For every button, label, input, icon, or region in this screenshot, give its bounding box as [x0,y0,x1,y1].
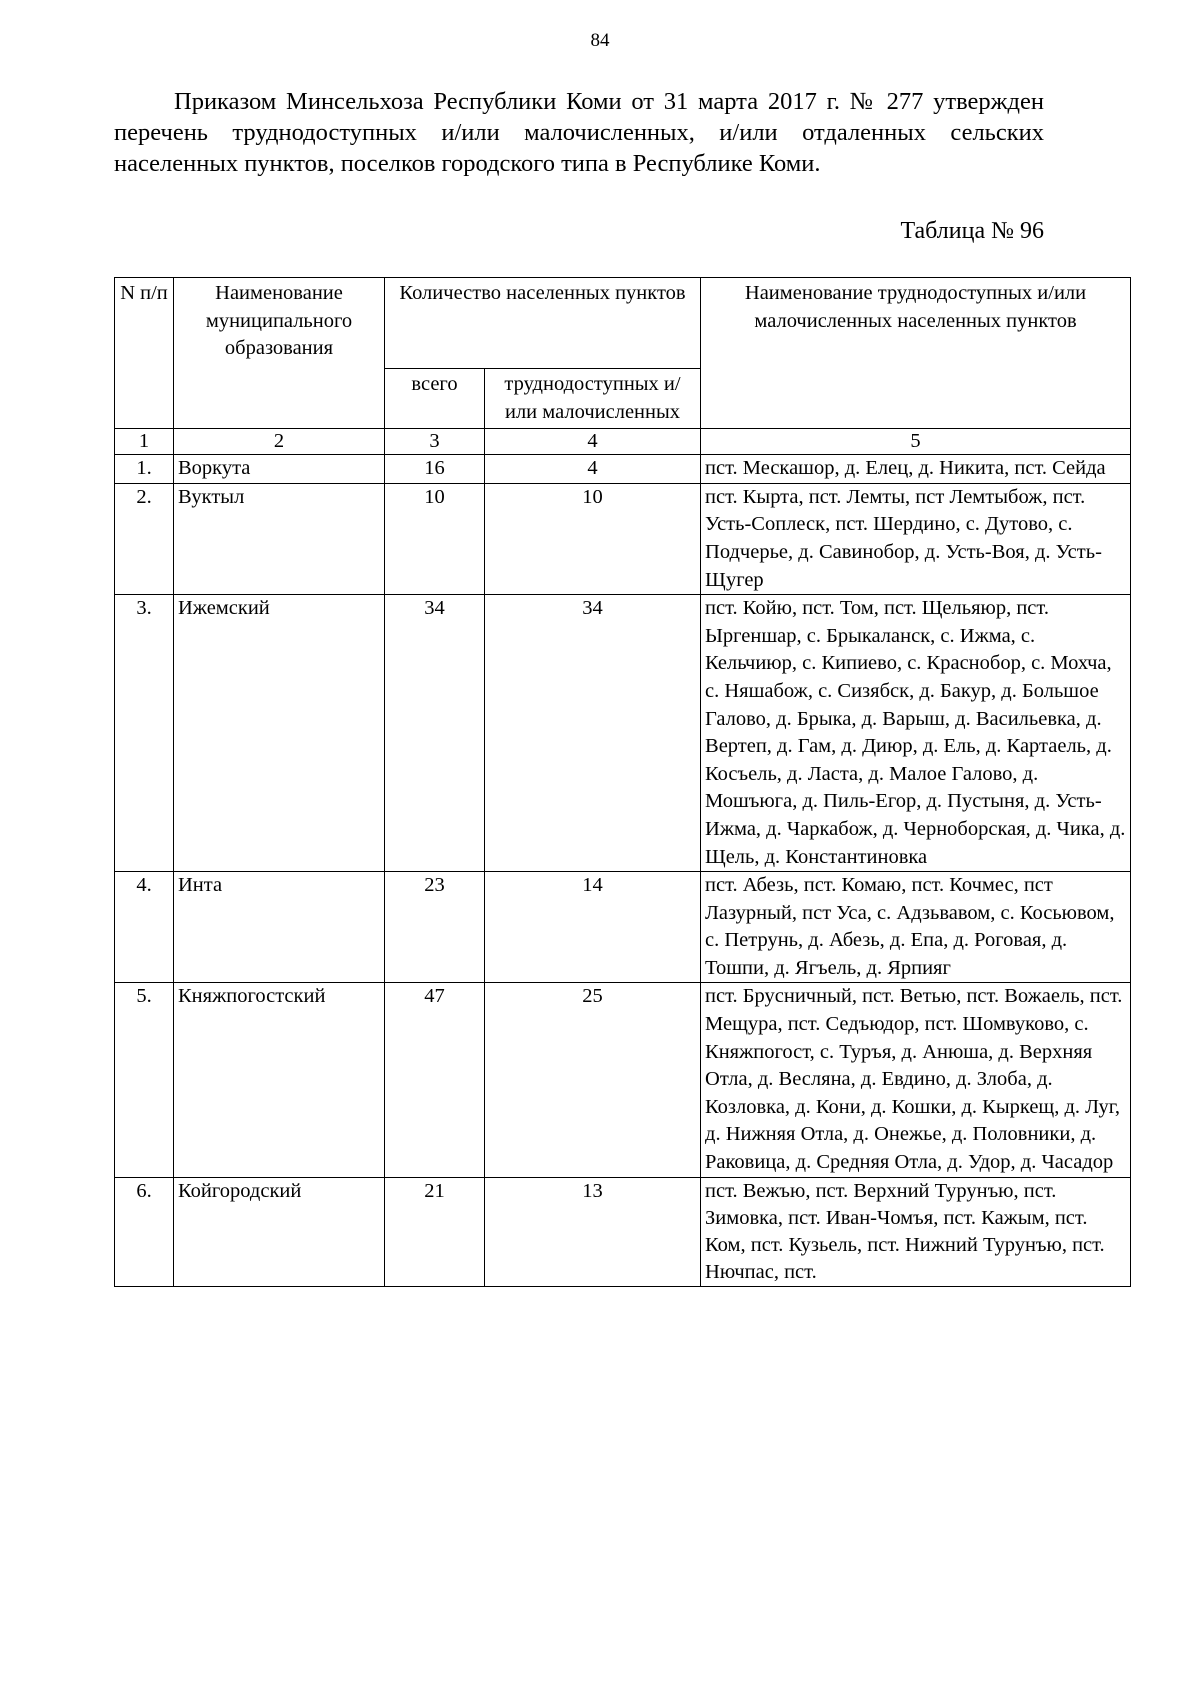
hard-to-reach-count: 14 [485,872,701,983]
settlement-list: пст. Койю, пст. Том, пст. Щельяюр, пст. Ыргеншар, с. Брыкаланск, с. Ижма, с. Кельчиюр, с. Кипиево, с. Краснобор, с. Мохча, с. Няшабож, с. Сизябск, д. Бакур, д. Большое Галово, д. Брыка, д. Варыш, д. Васильевка, д. Вертеп, д. Гам, д. Диюр, д. Ель, д. Картаель, д. Косъель, д. Ласта, д. Малое Галово, д. Мошъюга, д. Пиль-Егор, д. Пустыня, д. Усть-Ижма, д. Чаркабож, д. Черноборская, д. Чика, д. Щель, д. Константиновка [701,595,1131,872]
settlement-list: пст. Вежъю, пст. Верхний Турунъю, пст. Зимовка, пст. Иван-Чомъя, пст. Кажым, пст. Ком, пст. Кузьель, пст. Нижний Турунъю, пст. Нючпас, пст. [701,1177,1131,1286]
column-number: 1 [115,429,174,455]
column-number: 4 [485,429,701,455]
row-number: 3. [115,595,174,872]
table-row [115,595,1131,872]
table-caption: Таблица № 96 [900,218,1044,244]
header-names: Наименование труднодоступных и/или малочисленных населенных пунктов [701,278,1131,429]
intro-paragraph: Приказом Минсельхоза Республики Коми от 31 марта 2017 г. № 277 утвержден перечень труднодоступных и/или малочисленных, и/или отдаленных сельских населенных пунктов, поселков городского типа в Республике Коми. [114,88,1044,177]
total-count: 21 [385,1177,485,1286]
table-row [115,483,1131,594]
column-number: 3 [385,429,485,455]
municipality-name: Вуктыл [174,483,385,594]
municipality-name: Воркута [174,455,385,484]
header-num: N п/п [115,278,174,429]
hard-to-reach-count: 13 [485,1177,701,1286]
hard-to-reach-count: 4 [485,455,701,484]
total-count: 47 [385,983,485,1177]
page-number: 84 [590,30,610,51]
table-row [115,872,1131,983]
header-total: всего [385,369,485,429]
municipality-name: Ижемский [174,595,385,872]
settlement-list: пст. Мескашор, д. Елец, д. Никита, пст. Сейда [701,455,1131,484]
hard-to-reach-count: 25 [485,983,701,1177]
row-number: 4. [115,872,174,983]
total-count: 10 [385,483,485,594]
total-count: 23 [385,872,485,983]
hard-to-reach-count: 34 [485,595,701,872]
settlements-table [114,277,1131,1287]
header-count-group: Количество населенных пунктов [385,278,701,369]
total-count: 16 [385,455,485,484]
row-number: 2. [115,483,174,594]
row-number: 6. [115,1177,174,1286]
header-hard: труднодоступных и/или малочисленных [485,369,701,429]
table-row [115,455,1131,484]
settlement-list: пст. Брусничный, пст. Ветью, пст. Вожаель, пст. Мещура, пст. Седъюдор, пст. Шомвуково, с. Княжпогост, с. Туръя, д. Анюша, д. Верхняя Отла, д. Весляна, д. Евдино, д. Злоба, д. Козловка, д. Кони, д. Кошки, д. Кыркещ, д. Луг, д. Нижняя Отла, д. Онежье, д. Половники, д. Раковица, д. Средняя Отла, д. Удор, д. Часадор [701,983,1131,1177]
table-row [115,983,1131,1177]
row-number: 1. [115,455,174,484]
table-row [115,1177,1131,1286]
hard-to-reach-count: 10 [485,483,701,594]
header-municipality: Наименование муниципального образования [174,278,385,429]
settlement-list: пст. Кырта, пст. Лемты, пст Лемтыбож, пст. Усть-Соплеск, пст. Шердино, с. Дутово, с. Подчерье, д. Савинобор, д. Усть-Воя, д. Усть-Щугер [701,483,1131,594]
municipality-name: Койгородский [174,1177,385,1286]
municipality-name: Княжпогостский [174,983,385,1177]
total-count: 34 [385,595,485,872]
row-number: 5. [115,983,174,1177]
municipality-name: Инта [174,872,385,983]
column-number: 2 [174,429,385,455]
column-number: 5 [701,429,1131,455]
settlement-list: пст. Абезь, пст. Комаю, пст. Кочмес, пст Лазурный, пст Уса, с. Адзьвавом, с. Косьювом, с. Петрунь, д. Абезь, д. Епа, д. Роговая, д. Тошпи, д. Ягъель, д. Ярпияг [701,872,1131,983]
